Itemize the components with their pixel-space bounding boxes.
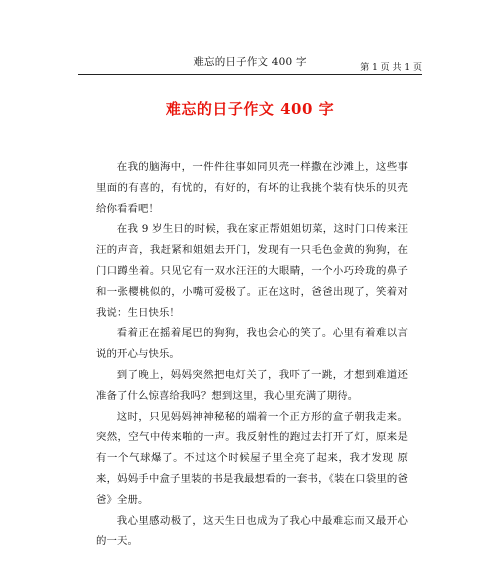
paragraph-4: 到了晚上，妈妈突然把电灯关了，我吓了一跳，才想到难道还准备了什么惊喜给我吗？想到这里，我心里充满了期待。 [96, 368, 408, 402]
paragraph-3: 看着正在摇着尾巴的狗狗，我也会心的笑了。心里有着难以言说的开心与快乐。 [96, 327, 408, 361]
paragraph-1: 在我的脑海中，一件件往事如同贝壳一样撒在沙滩上，这些事里面的有喜的，有忧的，有好的，有坏的让我挑个装有快乐的贝壳给你看看吧！ [96, 161, 408, 215]
paragraph-2: 在我 9 岁生日的时候，我在家正帮姐姐切菜，这时门口传来汪汪的声音，我赶紧和姐姐去开门，发现有一只毛色金黄的狗狗，在门口蹲坐着。只见它有一双水汪汪的大眼睛，一个小巧玲珑的鼻子和一张樱桃似的，小嘴可爱极了。正在这时，爸爸出现了，笑着对我说：生日快乐！ [96, 223, 408, 319]
document-title: 难忘的日子作文 400 字 [165, 100, 335, 118]
paragraph-6: 我心里感动极了，这天生日也成为了我心中最难忘而又最开心的一天。 [96, 514, 408, 548]
document-body [96, 157, 408, 552]
paragraph-5: 这时，只见妈妈神神秘秘的端着一个正方形的盒子朝我走来。突然，空气中传来啪的一声。我反射性的跑过去打开了灯，原来是有一个气球爆了。不过这个时候屋子里全亮了起来，我才发现 原来，妈妈手中盒子里装的书是我最想看的一套书，《装在口袋里的爸爸》全册。 [96, 410, 408, 506]
header-title: 难忘的日子作文 400 字 [193, 56, 307, 68]
page-header [78, 52, 422, 75]
header-page-info: 第 1 页 共 1 页 [360, 63, 422, 73]
